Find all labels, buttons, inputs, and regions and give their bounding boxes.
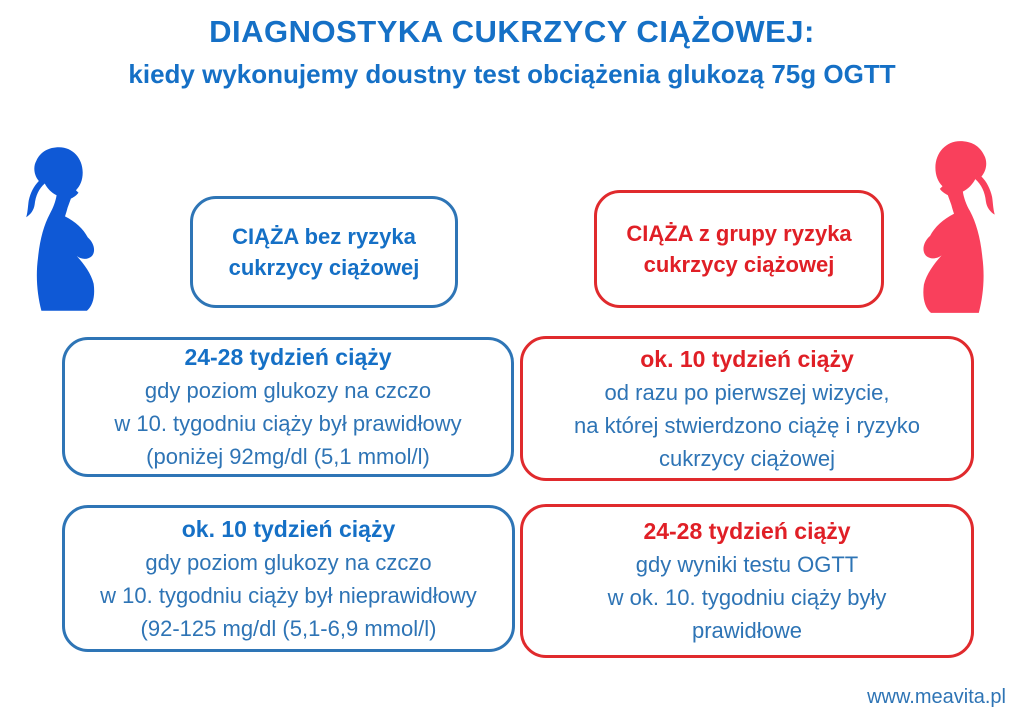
criteria-line: w ok. 10. tygodniu ciąży były xyxy=(607,585,887,610)
risk-criteria-box-2 xyxy=(520,504,974,658)
criteria-heading: 24-28 tydzień ciąży xyxy=(643,518,851,544)
pregnant-woman-path-blue xyxy=(26,147,94,311)
risk-header-line2: cukrzycy ciążowej xyxy=(643,252,835,277)
page-subtitle: kiedy wykonujemy doustny test obciążenia glukozą 75g OGTT xyxy=(128,59,896,89)
criteria-line: w 10. tygodniu ciąży był nieprawidłowy xyxy=(100,582,477,608)
criteria-line: w 10. tygodniu ciąży był prawidłowy xyxy=(114,411,462,436)
no-risk-header-box xyxy=(190,196,458,308)
risk-header-box xyxy=(594,190,884,308)
criteria-heading: ok. 10 tydzień ciąży xyxy=(640,345,854,372)
criteria-line: od razu po pierwszej wizycie, xyxy=(604,379,890,405)
no-risk-criteria-box-2 xyxy=(62,505,515,652)
risk-criteria-box-1 xyxy=(520,336,974,481)
page-title: DIAGNOSTYKA CUKRZYCY CIĄŻOWEJ: xyxy=(209,14,815,49)
no-risk-header-line1: CIĄŻA bez ryzyka xyxy=(232,224,416,249)
pregnant-woman-path-pink xyxy=(923,141,994,313)
criteria-line: gdy poziom glukozy na czczo xyxy=(145,549,432,575)
criteria-line: cukrzycy ciążowej xyxy=(658,445,836,471)
risk-header-line1: CIĄŻA z grupy ryzyka xyxy=(626,221,852,246)
pregnant-woman-icon-blue xyxy=(6,131,124,332)
criteria-line: (92-125 mg/dl (5,1-6,9 mmol/l) xyxy=(140,615,437,641)
criteria-heading: ok. 10 tydzień ciąży xyxy=(181,515,396,542)
no-risk-criteria-box-1 xyxy=(62,337,514,477)
criteria-line: (poniżej 92mg/dl (5,1 mmol/l) xyxy=(146,444,430,469)
footer-website-link[interactable]: www.meavita.pl xyxy=(867,686,1006,708)
criteria-line: gdy wyniki testu OGTT xyxy=(635,552,859,577)
criteria-heading: 24-28 tydzień ciąży xyxy=(184,344,392,370)
criteria-line: gdy poziom glukozy na czczo xyxy=(144,378,432,403)
criteria-line: na której stwierdzono ciążę i ryzyko xyxy=(573,412,921,438)
pregnant-woman-icon-pink xyxy=(892,128,1016,331)
criteria-line: prawidłowe xyxy=(691,618,803,643)
no-risk-header-line2: cukrzycy ciążowej xyxy=(228,255,420,280)
